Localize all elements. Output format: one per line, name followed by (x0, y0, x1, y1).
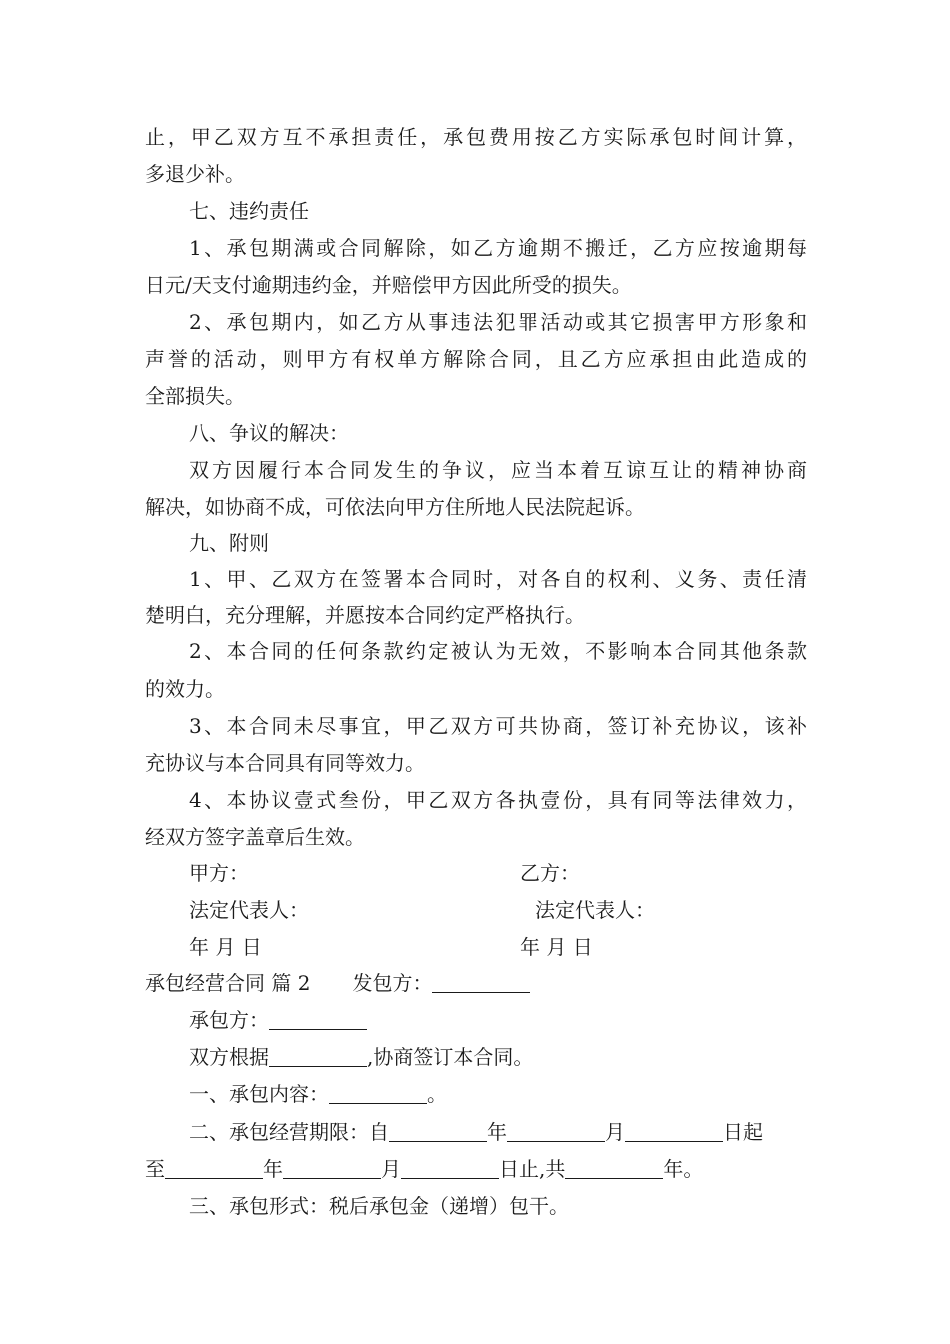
end-month-blank (283, 1158, 381, 1179)
year-label: 年 (263, 1157, 283, 1181)
basis-blank (269, 1046, 367, 1067)
body-line: 1、甲、乙双方在签署本合同时，对各自的权利、义务、责任清 (189, 567, 807, 591)
contractor-blank (269, 1009, 367, 1030)
term-to-label: 至 (145, 1157, 165, 1181)
basis-suffix: ,协商签订本合同。 (367, 1045, 534, 1069)
month-label: 月 (381, 1157, 401, 1181)
content-end: 。 (427, 1082, 447, 1106)
body-line: 全部损失。 (145, 384, 245, 408)
party-a-label: 甲方： (189, 861, 249, 885)
party-b-date: 年 月 日 (520, 935, 593, 959)
section-heading: 七、违约责任 (189, 199, 309, 223)
party-b-representative-label: 法定代表人： (535, 898, 655, 922)
body-line: 双方因履行本合同发生的争议，应当本着互谅互让的精神协商 (189, 458, 807, 482)
start-suffix: 日起 (723, 1120, 763, 1144)
party-a-representative-label: 法定代表人： (189, 898, 309, 922)
body-line: 止，甲乙双方互不承担责任，承包费用按乙方实际承包时间计算， (145, 125, 807, 149)
contract-2-title: 承包经营合同 篇 2 (145, 971, 311, 995)
start-day-blank (625, 1121, 723, 1142)
body-line: 充协议与本合同具有同等效力。 (145, 751, 425, 775)
total-years-blank (565, 1158, 663, 1179)
body-line: 2、承包期内，如乙方从事违法犯罪活动或其它损害甲方形象和 (189, 310, 807, 334)
form-line: 三、承包形式：税后承包金（递增）包干。 (189, 1194, 569, 1218)
contractor-label: 承包方： (189, 1008, 269, 1032)
term-label: 二、承包经营期限：自 (189, 1120, 389, 1144)
term-end-line (145, 1156, 807, 1182)
end-day-blank (401, 1158, 499, 1179)
body-line: 1、承包期满或合同解除，如乙方逾期不搬迁，乙方应按逾期每 (189, 236, 807, 260)
contractor-line (189, 1007, 807, 1033)
month-label: 月 (605, 1120, 625, 1144)
body-line: 2、本合同的任何条款约定被认为无效，不影响本合同其他条款 (189, 639, 807, 663)
basis-prefix: 双方根据 (189, 1045, 269, 1069)
body-line: 声誉的活动，则甲方有权单方解除合同，且乙方应承担由此造成的 (145, 347, 807, 371)
body-line: 3、本合同未尽事宜，甲乙双方可共协商，签订补充协议，该补 (189, 714, 807, 738)
body-line: 楚明白，充分理解，并愿按本合同约定严格执行。 (145, 603, 585, 627)
section-heading: 八、争议的解决： (189, 421, 349, 445)
issuer-label: 发包方： (352, 971, 433, 995)
end-suffix: 日止,共 (499, 1157, 566, 1181)
body-line: 解决，如协商不成，可依法向甲方住所地人民法院起诉。 (145, 495, 645, 519)
section-heading: 九、附则 (189, 531, 269, 555)
content-label: 一、承包内容： (189, 1082, 329, 1106)
start-month-blank (507, 1121, 605, 1142)
start-year-blank (389, 1121, 487, 1142)
contract-2-heading-line (145, 970, 807, 996)
body-line: 的效力。 (145, 677, 225, 701)
party-a-date: 年 月 日 (189, 935, 262, 959)
body-line: 日元/天支付逾期违约金，并赔偿甲方因此所受的损失。 (145, 273, 632, 297)
term-line (189, 1119, 807, 1145)
body-line: 经双方签字盖章后生效。 (145, 825, 365, 849)
issuer-blank (432, 972, 530, 993)
body-line: 多退少补。 (145, 162, 245, 186)
total-suffix: 年。 (663, 1157, 704, 1181)
content-line (189, 1081, 807, 1107)
basis-line (189, 1044, 807, 1070)
content-blank (329, 1083, 427, 1104)
party-b-label: 乙方： (520, 861, 580, 885)
year-label: 年 (487, 1120, 507, 1144)
body-line: 4、本协议壹式叁份，甲乙双方各执壹份，具有同等法律效力， (189, 788, 807, 812)
end-year-blank (165, 1158, 263, 1179)
